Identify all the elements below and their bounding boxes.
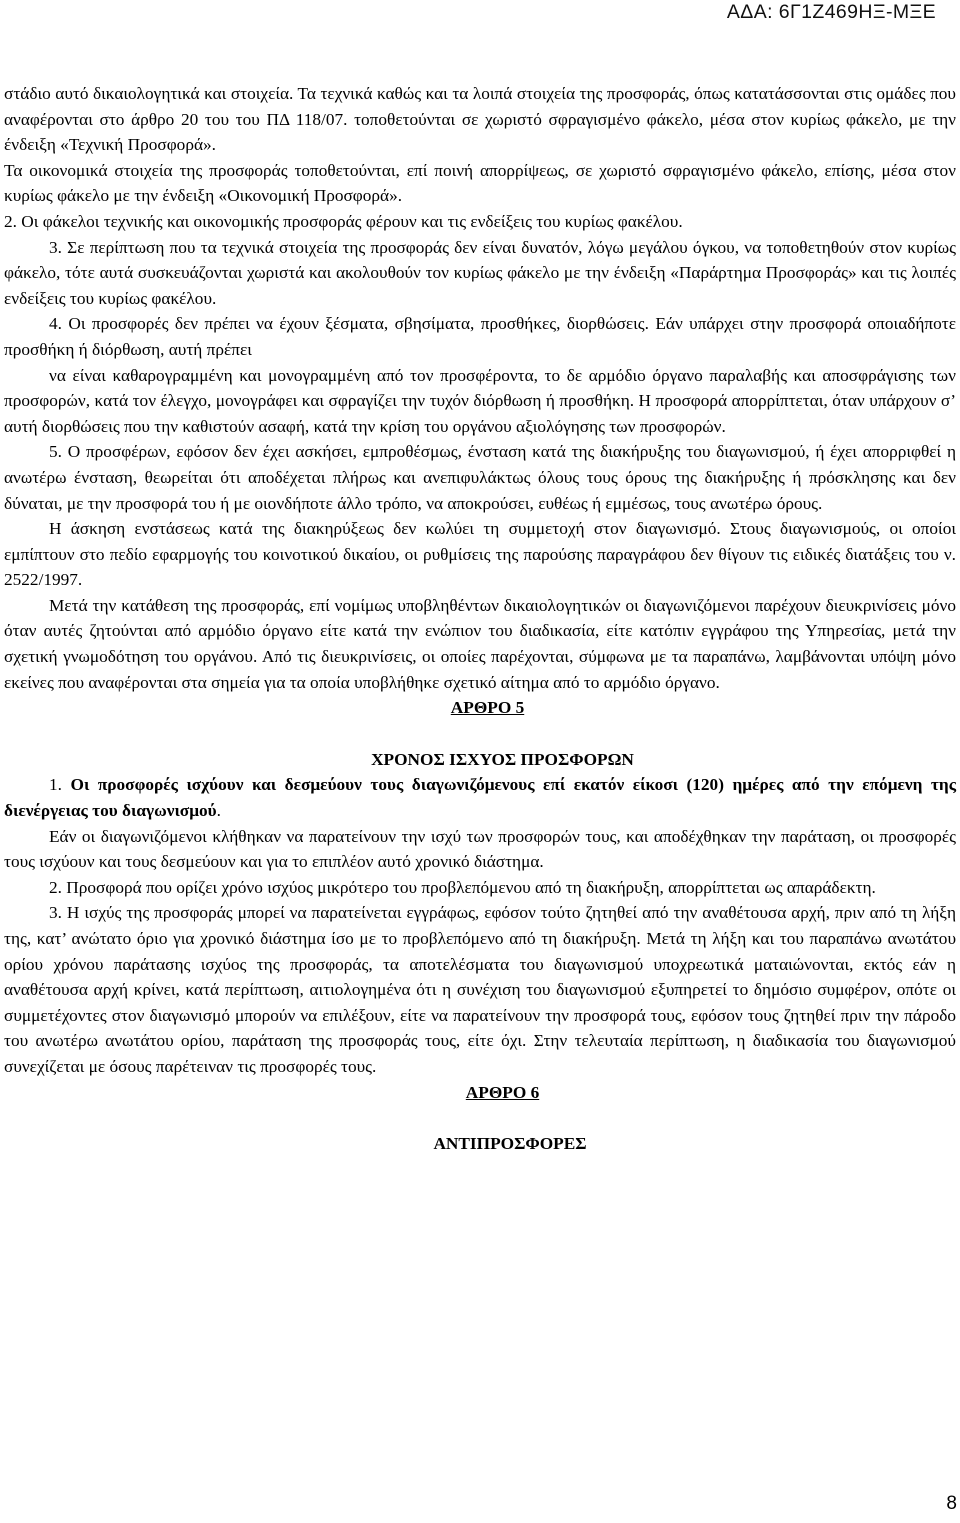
page-number: 8 — [946, 1493, 957, 1514]
ada-code: ΑΔΑ: 6Γ1Ζ469ΗΞ-ΜΞΕ — [726, 1, 936, 23]
paragraph-item-1 — [4, 772, 956, 823]
paragraph: Τα οικονομικά στοιχεία της προσφοράς τοποθετούνται, επί ποινή απορρίψεως, σε χωριστό σφραγισμένο φάκελο, επίσης, μέσα στον κυρίως φάκελο με την ένδειξη «Οικονομική Προσφορά». — [4, 160, 956, 206]
paragraph: 3. Η ισχύς της προσφοράς μπορεί να παρατείνεται εγγράφως, εφόσον τούτο ζητηθεί από την αναθέτουσα αρχή, πριν από τη λήξη της, κατ’ ανώτατο όριο για χρονικό διάστημα ίσο με το προβλεπόμενο από τη διακήρυξη. Μετά τη λήξη και του παραπάνω ανωτάτου ορίου χρόνου παράτασης ισχύος της προσφοράς, τα αποτελέσματα του διαγωνισμού υποχρεωτικά ματαιώνονται, εκτός εάν η αναθέτουσα αρχή κρίνει, κατά περίπτωση, αιτιολογημένα ότι η συνέχιση του διαγωνισμού εξυπηρετεί το δημόσιο συμφέρον, οπότε οι συμμετέχοντες στον διαγωνισμό μπορούν να επιλέξουν, είτε να παρατείνουν την προσφορά τους, εφόσον τους ζητηθεί πριν την πάροδο του ανωτέρω ανωτάτου ορίου, παράταση της προσφοράς τους, είτε όχι. Στην τελευταία περίπτωση, η διαδικασία του διαγωνισμού συνεχίζεται με όσους παρέτειναν τις προσφορές τους. — [4, 903, 956, 1076]
paragraph: Μετά την κατάθεση της προσφοράς, επί νομίμως υποβληθέντων δικαιολογητικών οι διαγωνιζόμενοι παρέχουν διευκρινίσεις μόνο όταν αυτές ζητούνται από αρμόδιο όργανο είτε κατά την ενώπιον του διαδικασία, είτε κατόπιν εγγράφου της Υπηρεσίας, μετά την σχετική γνωμοδότηση του οργάνου. Από τις διευκρινίσεις, οι οποίες παρέχονται, σύμφωνα με τα παραπάνω, λαμβάνονται υπόψη μόνο εκείνες που αναφέρονται στα σημεία για τα οποία υποβλήθηκε σχετικό αίτημα από το αρμόδιο όργανο. — [4, 595, 956, 692]
paragraph: Η άσκηση ενστάσεως κατά της διακηρύξεως δεν κωλύει τη συμμετοχή στον διαγωνισμό. Στους διαγωνισμούς, οι οποίοι εμπίπτουν στο πεδίο εφαρμογής του κοινοτικού δικαίου, οι ρυθμίσεις της παρούσης παραγράφου δεν θίγουν τις ειδικές διατάξεις του ν. 2522/1997. — [4, 519, 956, 590]
document-body — [4, 81, 956, 1157]
paragraph: 4. Οι προσφορές δεν πρέπει να έχουν ξέσματα, σβησίματα, προσθήκες, διορθώσεις. Εάν υπάρχει στην προσφορά οποιαδήποτε προσθήκη ή διόρθωση, αυτή πρέπει — [4, 314, 956, 359]
paragraph: στάδιο αυτό δικαιολογητικά και στοιχεία. Τα τεχνικά καθώς και τα λοιπά στοιχεία της προσφοράς, όπως κατατάσσονται στις ομάδες που αναφέρονται στο άρθρο 20 του του ΠΔ 118/07. τοποθετούνται σε χωριστό σφραγισμένο φάκελο, μέσα στον κυρίως φάκελο, με την ένδειξη «Τεχνική Προσφορά». — [4, 84, 956, 155]
article-5-title: ΧΡΟΝΟΣ ΙΣΧΥΟΣ ΠΡΟΣΦΟΡΩΝ — [371, 749, 634, 769]
bold-text: Οι προσφορές ισχύουν και δεσμεύουν τους διαγωνιζόμενους επί εκατόν είκοσι (120) ημέρες από την επόμενη της διενέργειας του διαγωνισμού — [4, 775, 956, 821]
article-5-heading: ΑΡΘΡΟ 5 — [450, 698, 525, 718]
item-end: . — [216, 801, 221, 821]
article-6-heading: ΑΡΘΡΟ 6 — [465, 1082, 540, 1102]
paragraph: 3. Σε περίπτωση που τα τεχνικά στοιχεία της προσφοράς δεν είναι δυνατόν, λόγω μεγάλου όγκου, να τοποθετηθούν στον κυρίως φάκελο, τότε αυτά συσκευάζονται χωριστά και ακολουθούν τον κυρίως φάκελο με την ένδειξη «Παράρτημα Προσφοράς» και τις λοιπές ενδείξεις του κυρίως φακέλου. — [4, 237, 956, 308]
paragraph: 5. Ο προσφέρων, εφόσον δεν έχει ασκήσει, εμπροθέσμως, ένσταση κατά της διακήρυξης του διαγωνισμού, ή έχει απορριφθεί η ανωτέρω ένσταση, θεωρείται ότι αποδέχεται πλήρως και ανεπιφυλάκτως όλους τους όρους της διακήρυξης ή πρόσκλησης και δεν δύναται, με την προσφορά του ή με οιονδήποτε άλλο τρόπο, να αποκρούσει, ευθέως ή εμμέσως, τους ανωτέρω όρους. — [4, 442, 956, 513]
paragraph: 2. Οι φάκελοι τεχνικής και οικονομικής προσφοράς φέρουν και τις ενδείξεις του κυρίως φακέλου. — [4, 211, 683, 231]
item-number: 1. — [49, 775, 62, 795]
paragraph: 2. Προσφορά που ορίζει χρόνο ισχύος μικρότερο του προβλεπόμενου από τη διακήρυξη, απορρίπτεται ως απαράδεκτη. — [49, 877, 876, 897]
paragraph: να είναι καθαρογραμμένη και μονογραμμένη από τον προσφέροντα, το δε αρμόδιο όργανο παραλαβής και αποσφράγισης των προσφορών, κατά τον έλεγχο, μονογράφει και σφραγίζει την τυχόν διόρθωση ή προσθήκη. Η προσφορά απορρίπτεται, όταν υπάρχουν σ’ αυτή διορθώσεις που την καθιστούν ασαφή, κατά την κρίση του οργάνου αξιολόγησης των προσφορών. — [4, 365, 956, 436]
paragraph: Εάν οι διαγωνιζόμενοι κλήθηκαν να παρατείνουν την ισχύ των προσφορών τους, και αποδέχθηκαν την παράταση, οι προσφορές τους ισχύουν και τους δεσμεύουν και για το επιπλέον αυτό χρονικό διάστημα. — [4, 826, 956, 872]
article-6-title: ΑΝΤΙΠΡΟΣΦΟΡΕΣ — [433, 1134, 587, 1154]
